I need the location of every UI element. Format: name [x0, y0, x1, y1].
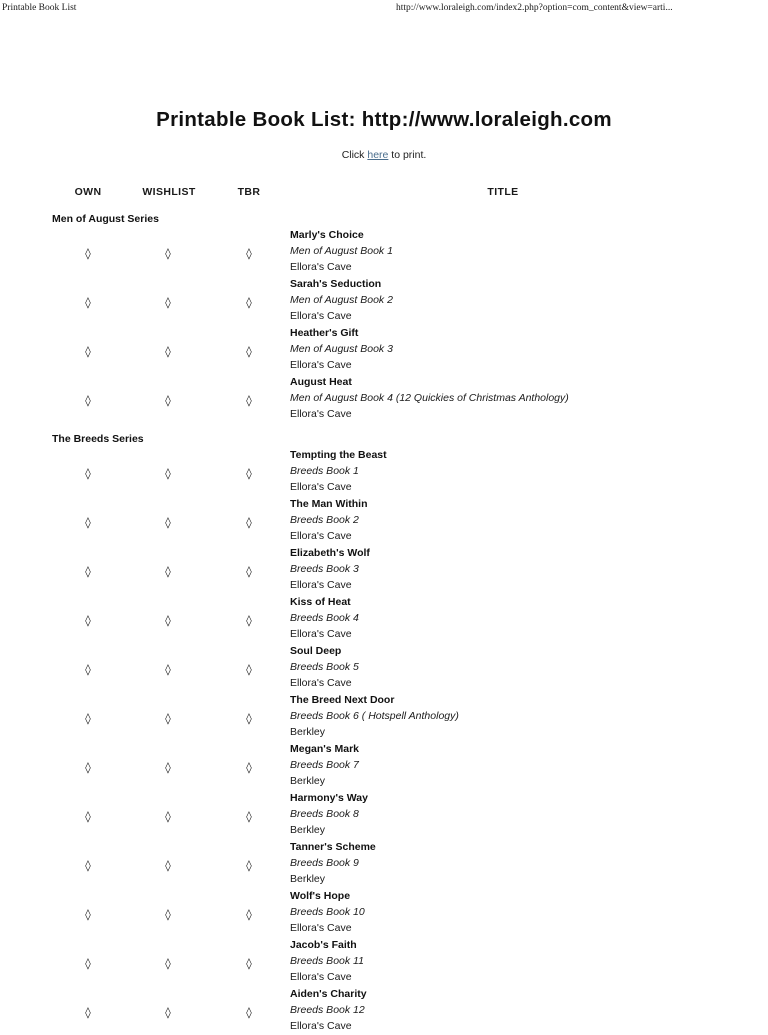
book-publisher: Ellora's Cave: [290, 530, 352, 542]
book-publisher: Ellora's Cave: [290, 359, 352, 371]
wishlist-checkbox[interactable]: ◊: [165, 516, 171, 529]
book-info: [290, 594, 750, 642]
series-heading: Men of August Series: [52, 213, 159, 225]
print-header-document-title: Printable Book List: [2, 3, 77, 13]
tbr-checkbox[interactable]: ◊: [246, 614, 252, 627]
table-row: [0, 374, 768, 423]
own-checkbox[interactable]: ◊: [85, 394, 91, 407]
book-info: [290, 276, 750, 324]
tbr-checkbox[interactable]: ◊: [246, 663, 252, 676]
book-title: Harmony's Way: [290, 792, 368, 804]
tbr-checkbox[interactable]: ◊: [246, 810, 252, 823]
tbr-checkbox[interactable]: ◊: [246, 712, 252, 725]
book-title: Aiden's Charity: [290, 988, 367, 1000]
book-info: [290, 545, 750, 593]
table-row: [0, 496, 768, 545]
series-rows: [0, 227, 768, 423]
own-checkbox[interactable]: ◊: [85, 859, 91, 872]
book-publisher: Ellora's Cave: [290, 1020, 352, 1032]
book-publisher: Ellora's Cave: [290, 579, 352, 591]
print-header-url: http://www.loraleigh.com/index2.php?option=com_content&view=arti...: [396, 3, 673, 13]
book-publisher: Ellora's Cave: [290, 310, 352, 322]
tbr-checkbox[interactable]: ◊: [246, 516, 252, 529]
book-publisher: Ellora's Cave: [290, 261, 352, 273]
book-title: Sarah's Seduction: [290, 278, 382, 290]
print-link[interactable]: here: [367, 149, 389, 161]
tbr-checkbox[interactable]: ◊: [246, 565, 252, 578]
book-series-label: Breeds Book 1: [290, 465, 359, 477]
book-title: The Breed Next Door: [290, 694, 395, 706]
wishlist-checkbox[interactable]: ◊: [165, 565, 171, 578]
tbr-checkbox[interactable]: ◊: [246, 467, 252, 480]
book-series-label: Men of August Book 1: [290, 245, 393, 257]
table-row: [0, 692, 768, 741]
wishlist-checkbox[interactable]: ◊: [165, 712, 171, 725]
book-title: August Heat: [290, 376, 352, 388]
wishlist-checkbox[interactable]: ◊: [165, 296, 171, 309]
book-title: Jacob's Faith: [290, 939, 357, 951]
book-title: The Man Within: [290, 498, 368, 510]
book-info: [290, 496, 750, 544]
table-row: [0, 839, 768, 888]
column-header-wishlist: WISHLIST: [142, 186, 196, 198]
series-rows: [0, 447, 768, 1035]
book-info: [290, 643, 750, 691]
print-instruction-suffix: to print.: [388, 149, 427, 161]
own-checkbox[interactable]: ◊: [85, 957, 91, 970]
book-info: [290, 888, 750, 936]
book-title: Tempting the Beast: [290, 449, 387, 461]
tbr-checkbox[interactable]: ◊: [246, 1006, 252, 1019]
book-info: [290, 790, 750, 838]
book-info: [290, 741, 750, 789]
table-row: [0, 276, 768, 325]
table-row: [0, 545, 768, 594]
series-container: [0, 212, 768, 1035]
book-publisher: Berkley: [290, 873, 326, 885]
wishlist-checkbox[interactable]: ◊: [165, 345, 171, 358]
table-row: [0, 447, 768, 496]
table-row: [0, 594, 768, 643]
own-checkbox[interactable]: ◊: [85, 345, 91, 358]
tbr-checkbox[interactable]: ◊: [246, 345, 252, 358]
book-info: [290, 325, 750, 373]
book-publisher: Ellora's Cave: [290, 971, 352, 983]
print-instruction-prefix: Click: [341, 149, 368, 161]
book-list-table: [0, 186, 768, 1035]
column-header-tbr: TBR: [237, 186, 261, 198]
own-checkbox[interactable]: ◊: [85, 247, 91, 260]
table-row: [0, 643, 768, 692]
page-title: Printable Book List: http://www.loraleigh.com: [156, 107, 612, 131]
own-checkbox[interactable]: ◊: [85, 810, 91, 823]
book-series-label: Breeds Book 6 ( Hotspell Anthology): [290, 710, 459, 722]
print-instruction: [0, 149, 768, 161]
wishlist-checkbox[interactable]: ◊: [165, 859, 171, 872]
wishlist-checkbox[interactable]: ◊: [165, 908, 171, 921]
table-row: [0, 227, 768, 276]
tbr-checkbox[interactable]: ◊: [246, 908, 252, 921]
book-publisher: Ellora's Cave: [290, 922, 352, 934]
book-publisher: Berkley: [290, 726, 326, 738]
book-series-label: Breeds Book 12: [290, 1004, 365, 1016]
tbr-checkbox[interactable]: ◊: [246, 761, 252, 774]
book-series-label: Breeds Book 9: [290, 857, 359, 869]
book-title: Kiss of Heat: [290, 596, 351, 608]
book-title: Tanner's Scheme: [290, 841, 376, 853]
book-title: Soul Deep: [290, 645, 342, 657]
wishlist-checkbox[interactable]: ◊: [165, 467, 171, 480]
own-checkbox[interactable]: ◊: [85, 712, 91, 725]
table-row: [0, 986, 768, 1035]
book-info: [290, 937, 750, 985]
book-title: Wolf's Hope: [290, 890, 351, 902]
wishlist-checkbox[interactable]: ◊: [165, 761, 171, 774]
book-series-label: Breeds Book 10: [290, 906, 365, 918]
table-row: [0, 937, 768, 986]
book-series-label: Breeds Book 11: [290, 955, 364, 967]
table-row: [0, 741, 768, 790]
book-info: [290, 447, 750, 495]
column-header-own: OWN: [74, 186, 102, 198]
wishlist-checkbox[interactable]: ◊: [165, 247, 171, 260]
book-publisher: Ellora's Cave: [290, 481, 352, 493]
book-series-label: Men of August Book 3: [290, 343, 393, 355]
wishlist-checkbox[interactable]: ◊: [165, 663, 171, 676]
book-info: [290, 986, 750, 1034]
table-row: [0, 325, 768, 374]
own-checkbox[interactable]: ◊: [85, 663, 91, 676]
book-series-label: Breeds Book 8: [290, 808, 359, 820]
book-publisher: Berkley: [290, 824, 326, 836]
book-series-label: Men of August Book 2: [290, 294, 393, 306]
book-title: Marly's Choice: [290, 229, 364, 241]
own-checkbox[interactable]: ◊: [85, 614, 91, 627]
book-title: Elizabeth's Wolf: [290, 547, 370, 559]
series-heading: The Breeds Series: [52, 433, 144, 445]
own-checkbox[interactable]: ◊: [85, 565, 91, 578]
column-header-title: TITLE: [487, 186, 519, 198]
book-series-label: Men of August Book 4 (12 Quickies of Christmas Anthology): [290, 392, 569, 404]
book-title: Heather's Gift: [290, 327, 359, 339]
wishlist-checkbox[interactable]: ◊: [165, 394, 171, 407]
book-publisher: Ellora's Cave: [290, 628, 352, 640]
book-series-label: Breeds Book 2: [290, 514, 359, 526]
book-publisher: Ellora's Cave: [290, 408, 352, 420]
tbr-checkbox[interactable]: ◊: [246, 859, 252, 872]
wishlist-checkbox[interactable]: ◊: [165, 614, 171, 627]
book-series-label: Breeds Book 5: [290, 661, 359, 673]
own-checkbox[interactable]: ◊: [85, 761, 91, 774]
book-info: [290, 692, 750, 740]
own-checkbox[interactable]: ◊: [85, 296, 91, 309]
book-series-label: Breeds Book 3: [290, 563, 359, 575]
own-checkbox[interactable]: ◊: [85, 516, 91, 529]
own-checkbox[interactable]: ◊: [85, 908, 91, 921]
book-info: [290, 227, 750, 275]
book-series-label: Breeds Book 7: [290, 759, 359, 771]
book-info: [290, 374, 750, 422]
book-title: Megan's Mark: [290, 743, 360, 755]
wishlist-checkbox[interactable]: ◊: [165, 810, 171, 823]
book-publisher: Berkley: [290, 775, 326, 787]
own-checkbox[interactable]: ◊: [85, 467, 91, 480]
browser-print-header: [0, 0, 768, 16]
wishlist-checkbox[interactable]: ◊: [165, 1006, 171, 1019]
book-series-label: Breeds Book 4: [290, 612, 359, 624]
tbr-checkbox[interactable]: ◊: [246, 394, 252, 407]
table-column-headers: [0, 186, 768, 206]
tbr-checkbox[interactable]: ◊: [246, 296, 252, 309]
wishlist-checkbox[interactable]: ◊: [165, 957, 171, 970]
tbr-checkbox[interactable]: ◊: [246, 957, 252, 970]
book-info: [290, 839, 750, 887]
own-checkbox[interactable]: ◊: [85, 1006, 91, 1019]
table-row: [0, 888, 768, 937]
tbr-checkbox[interactable]: ◊: [246, 247, 252, 260]
table-row: [0, 790, 768, 839]
book-publisher: Ellora's Cave: [290, 677, 352, 689]
